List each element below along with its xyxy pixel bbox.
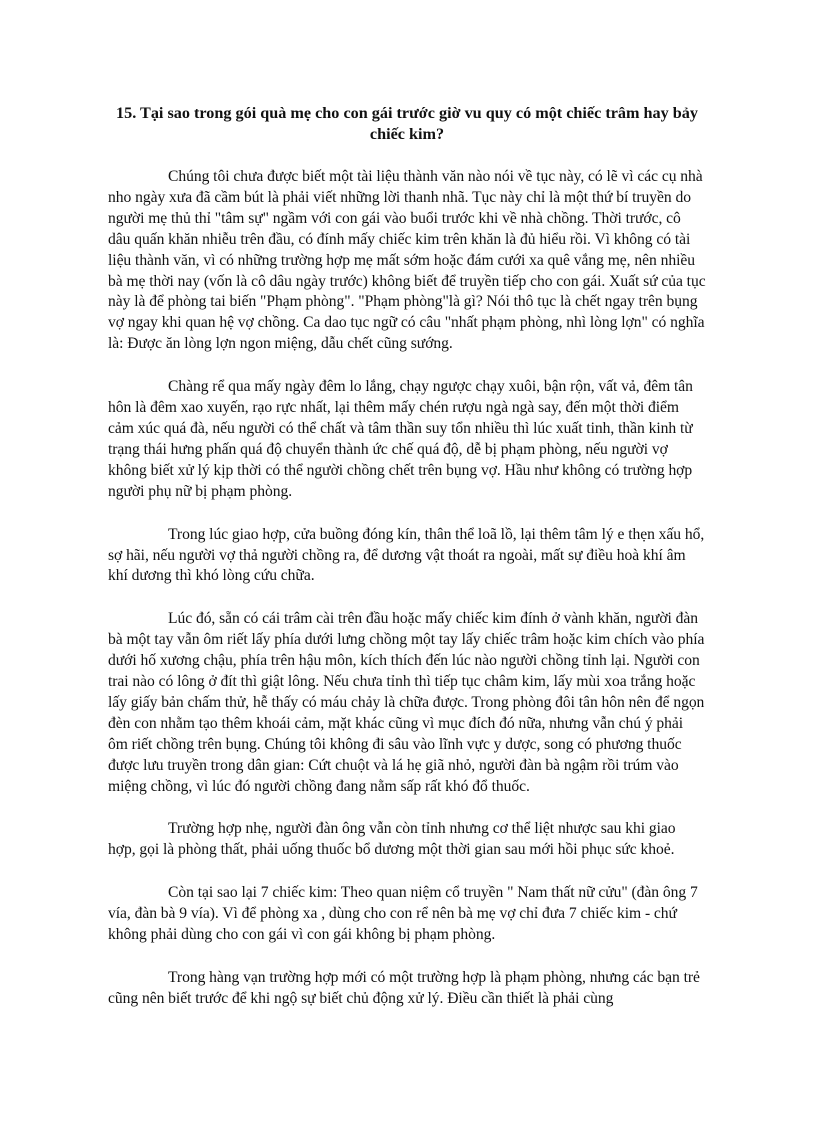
- paragraph: Còn tại sao lại 7 chiếc kim: Theo quan niệm cổ truyền " Nam thất nữ cửu" (đàn ông 7 vía, đàn bà 9 vía). Vì để phòng xa , dùng cho con rể nên bà mẹ vợ chỉ đưa 7 chiếc kim - chứ không phải dùng cho con gái vì con gái không bị phạm phòng.: [108, 884, 698, 944]
- paragraph: Chàng rể qua mấy ngày đêm lo lắng, chạy ngược chạy xuôi, bận rộn, vất vả, đêm tân hôn là đêm xao xuyến, rạo rực nhất, lại thêm mấy chén rượu ngà ngà say, đến một thời điểm cảm xúc quá đà, nếu người có thể chất và tâm thần suy tổn nhiều thì lúc xuất tinh, thần kinh từ trạng thái hưng phấn quá độ chuyển thành ức chế quá độ, dễ bị phạm phòng, nếu người vợ không biết xử lý kịp thời có thể người chồng chết trên bụng vợ. Hầu như không có trường hợp người phụ nữ bị phạm phòng.: [108, 378, 693, 500]
- paragraph: Chúng tôi chưa được biết một tài liệu thành văn nào nói về tục này, có lẽ vì các cụ nhà nho ngày xưa đã cầm bút là phải viết những lời thanh nhã. Tục này chỉ là một thứ bí truyền do người mẹ thủ thỉ "tâm sự" ngầm với con gái vào buổi trước khi về nhà chồng. Thời trước, cô dâu quấn khăn nhiễu trên đầu, có đính mấy chiếc kim trên khăn là đủ hiểu rồi. Vì không có tài liệu thành văn, vì có những trường hợp mẹ mất sớm hoặc đám cưới xa quê vắng mẹ, nên nhiều bà mẹ thời nay (vốn là cô dâu ngày trước) không biết để truyền tiếp cho con gái. Xuất sứ của tục này là để phòng tai biến "Phạm phòng". "Phạm phòng"là gì? Nói thô tục là chết ngay trên bụng vợ ngay khi quan hệ vợ chồng. Ca dao tục ngữ có câu "nhất phạm phòng, nhì lòng lợn" có nghĩa là: Được ăn lòng lợn ngon miệng, dẫu chết cũng sướng.: [108, 168, 706, 353]
- paragraph: Lúc đó, sẵn có cái trâm cài trên đầu hoặc mấy chiếc kim đính ở vành khăn, người đàn bà một tay vẫn ôm riết lấy phía dưới lưng chồng một tay lấy chiếc trâm hoặc kim chích vào phía dưới hố xương chậu, phía trên hậu môn, kích thích đến lúc nào người chồng tỉnh lại. Người con trai nào có lông ở đít thì giật lông. Nếu chưa tỉnh thì tiếp tục châm kim, lấy mùi xoa trắng hoặc lấy giấy bản chấm thử, hễ thấy có máu chảy là chữa được. Trong phòng đôi tân hôn nên để ngọn đèn con nhằm tạo thêm khoái cảm, mặt khác cũng vì mục đích đó nữa, nhưng vẫn chú ý phải ôm riết chồng trên bụng. Chúng tôi không đi sâu vào lĩnh vực y dược, song có phương thuốc được lưu truyền trong dân gian: Cứt chuột và lá hẹ giã nhỏ, người đàn bà ngậm rồi trúm vào miệng chồng, vì lúc đó người chồng đang nằm sấp rất khó đổ thuốc.: [108, 610, 705, 795]
- page-title: 15. Tại sao trong gói quà mẹ cho con gái trước giờ vu quy có một chiếc trâm hay bảy chiếc kim?: [116, 104, 698, 143]
- paragraph: Trong hàng vạn trường hợp mới có một trường hợp là phạm phòng, nhưng các bạn trẻ cũng nên biết trước để khi ngộ sự biết chủ động xử lý. Điều cần thiết là phải cùng: [108, 969, 700, 1007]
- paragraph: Trường hợp nhẹ, người đàn ông vẫn còn tỉnh nhưng cơ thể liệt nhược sau khi giao hợp, gọi là phòng thất, phải uống thuốc bổ dương một thời gian sau mới hồi phục sức khoẻ.: [108, 820, 676, 859]
- document-body: [108, 167, 706, 1010]
- paragraph: Trong lúc giao hợp, cửa buồng đóng kín, thân thể loã lồ, lại thêm tâm lý e thẹn xấu hổ, sợ hãi, nếu người vợ thả người chồng ra, để dương vật thoát ra ngoài, mất sự điều hoà khí âm khí dương thì khó lòng cứu chữa.: [108, 525, 705, 585]
